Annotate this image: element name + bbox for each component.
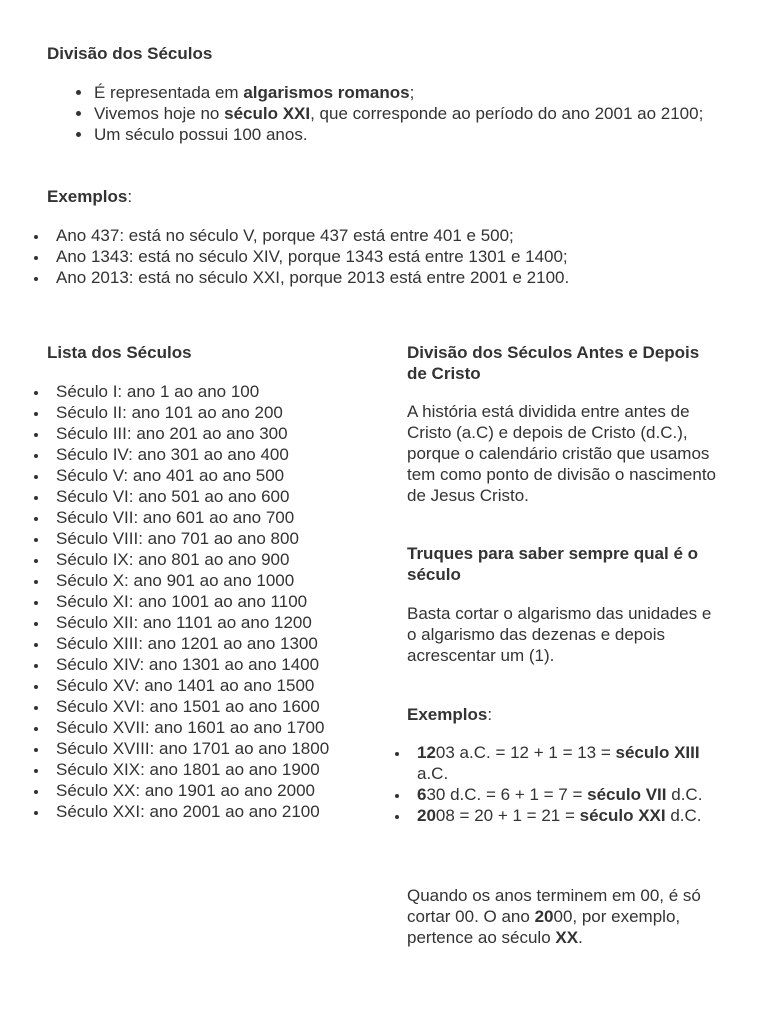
list-item: Século III: ano 201 ao ano 300: [32, 423, 367, 444]
section-title-lista: Lista dos Séculos: [47, 343, 192, 362]
section-title-truques: Truques para saber sempre qual é o século: [407, 544, 699, 584]
list-item: Século II: ano 101 ao ano 200: [32, 402, 367, 423]
paragraph-final: Quando os anos terminem em 00, é só cortar 00. O ano 2000, por exemplo, pertence ao século XX.: [407, 886, 701, 947]
list-item: Século XI: ano 1001 ao ano 1100: [32, 591, 367, 612]
list-item: Século XIX: ano 1801 ao ano 1900: [32, 759, 367, 780]
list-item: Século XVII: ano 1601 ao ano 1700: [32, 717, 367, 738]
list-item: 1203 a.C. = 12 + 1 = 13 = século XIII a.C.: [393, 742, 713, 784]
list-item: Século V: ano 401 ao ano 500: [32, 465, 367, 486]
list-item: 2008 = 20 + 1 = 21 = século XXI d.C.: [393, 805, 713, 826]
list-item: 630 d.C. = 6 + 1 = 7 = século VII d.C.: [393, 784, 713, 805]
list-item: Século XXI: ano 2001 ao ano 2100: [32, 801, 367, 822]
list-item: Ano 2013: está no século XXI, porque 2013 está entre 2001 e 2100.: [32, 267, 732, 288]
list-item: Um século possui 100 anos.: [70, 124, 720, 145]
list-item: Século XII: ano 1101 ao ano 1200: [32, 612, 367, 633]
list-item: Século VIII: ano 701 ao ano 800: [32, 528, 367, 549]
list-item: Século I: ano 1 ao ano 100: [32, 381, 367, 402]
examples-heading-right: Exemplos:: [407, 705, 493, 724]
list-item: Vivemos hoje no século XXI, que corresponde ao período do ano 2001 ao 2100;: [70, 103, 720, 124]
section-title-divisao: Divisão dos Séculos: [47, 44, 213, 63]
list-item: Século XIV: ano 1301 ao ano 1400: [32, 654, 367, 675]
examples-list: [32, 225, 732, 288]
list-item: Século VII: ano 601 ao ano 700: [32, 507, 367, 528]
intro-bullet-list: [70, 82, 720, 145]
list-item: Ano 437: está no século V, porque 437 está entre 401 e 500;: [32, 225, 732, 246]
list-item: Século X: ano 901 ao ano 1000: [32, 570, 367, 591]
examples-heading: Exemplos:: [47, 187, 133, 206]
list-item: Ano 1343: está no século XIV, porque 1343 está entre 1301 e 1400;: [32, 246, 732, 267]
list-item: Século XX: ano 1901 ao ano 2000: [32, 780, 367, 801]
list-item: Século XVIII: ano 1701 ao ano 1800: [32, 738, 367, 759]
list-item: Século VI: ano 501 ao ano 600: [32, 486, 367, 507]
examples-list-right: [393, 742, 713, 826]
list-item: É representada em algarismos romanos;: [70, 82, 720, 103]
list-item: Século XV: ano 1401 ao ano 1500: [32, 675, 367, 696]
list-item: Século XVI: ano 1501 ao ano 1600: [32, 696, 367, 717]
list-item: Século IV: ano 301 ao ano 400: [32, 444, 367, 465]
section-title-antes-depois: Divisão dos Séculos Antes e Depois de Cristo: [407, 343, 700, 383]
paragraph-truque: Basta cortar o algarismo das unidades e o algarismo das dezenas e depois acrescentar um (1).: [407, 604, 712, 665]
centuries-list: [32, 381, 367, 822]
paragraph-historia: A história está dividida entre antes de Cristo (a.C) e depois de Cristo (d.C.), porque o calendário cristão que usamos tem como ponto de divisão o nascimento de Jesus Cristo.: [407, 402, 717, 505]
list-item: Século XIII: ano 1201 ao ano 1300: [32, 633, 367, 654]
list-item: Século IX: ano 801 ao ano 900: [32, 549, 367, 570]
